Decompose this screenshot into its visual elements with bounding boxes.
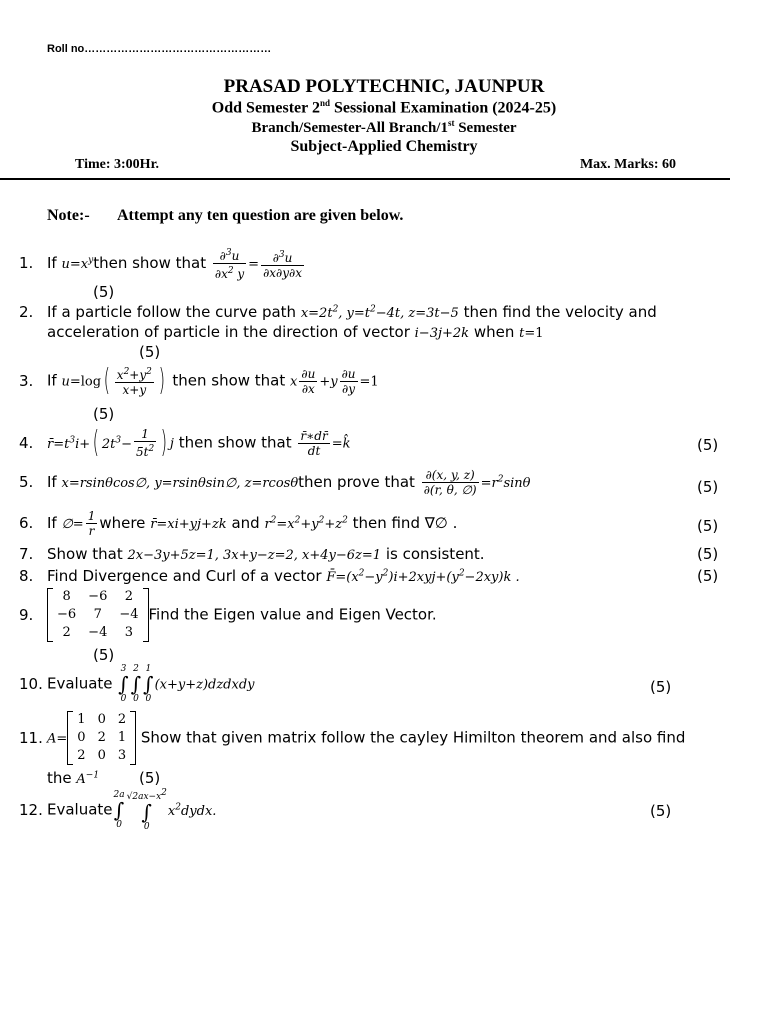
question-6: 6. If ∅= $\frac{1}{r}$ where r̄=xi+yj+zk and $r^2=x^2+y^2+z^2$ then find ∇∅ .	[19, 509, 458, 538]
max-marks: Max. Marks: 60	[579, 157, 676, 172]
branch-line: Branch/Semester-All Branch/1st Semester	[251, 118, 517, 136]
matrix-q9: 8 −6 2 −6 7 −4 2 −4 3	[47, 588, 149, 642]
marks-q8: (5)	[697, 567, 719, 585]
marks-q6: (5)	[697, 517, 719, 535]
question-12: 12. Evaluate2a ∫ $0√2ax-x^2$ ∫ $0x^2dydx$.	[19, 788, 217, 832]
marks-q11: (5)	[139, 769, 161, 787]
marks-q10: (5)	[650, 678, 672, 696]
matrix-q11: 1 0 2 0 2 1 2 0 3	[67, 711, 136, 765]
marks-q3: (5)	[93, 405, 115, 423]
question-9: 9. 8 −6 2 −6 7 −4 2 −4 3 Find the Eigen value and Eigen Vector.	[19, 589, 437, 640]
question-5: 5. If x=rsinθcos∅, y=rsinθsin∅, z=rcosθthen prove that $\frac{\partial(x, y, z)}{\partial(r, \theta, \emptyset)}$ $=r^2\sin\theta$	[19, 468, 531, 497]
institute-name: PRASAD POLYTECHNIC, JAUNPUR	[223, 76, 545, 97]
question-1: 1. If $u=x^ythen$ show that $\frac{\partial^3u}{\partial x^2 y}$ = $\frac{\partial^3u}{\partial x\partial y\partial x}$	[19, 248, 303, 281]
question-2-line2: acceleration of particle in the direction of vector i−3j+2k when t=1	[47, 323, 544, 341]
question-11: 11. A= 1 0 2 0 2 1 2 0 3 Show that given matrix follow the cayley Himilton theorem and also find	[19, 712, 686, 763]
question-10: 10. Evaluate 3 ∫ 02 ∫ 01 ∫ 0(x+y+z)dzdxdy	[19, 664, 255, 704]
marks-q7: (5)	[697, 545, 719, 563]
instructions-note	[47, 207, 403, 225]
time-allowed: Time: 3:00Hr.	[75, 157, 159, 172]
question-4: 4. $r̄=t^3i+$( $2t^3-$ $\frac{1}{5t^2}$ ) j then show that $\frac{r̄∗dr̄}{dt}$ =k̂	[19, 425, 351, 460]
subject-line: Subject-Applied Chemistry	[290, 138, 478, 155]
marks-q1: (5)	[93, 283, 115, 301]
note-label: Note:-	[47, 207, 90, 224]
header-divider	[0, 178, 730, 180]
marks-q5: (5)	[697, 478, 719, 496]
question-7: 7. Show that 2x−3y+5z=1, 3x+y−z=2, x+4y−6z=1 is consistent.	[19, 545, 485, 563]
question-3: 3. If u=log( $\frac{x^2+y^2}{x+y}$ ) then show that x $\frac{\partial u}{\partial x}$ +y $\frac{\partial u}{\partial y}$ =1	[19, 363, 379, 398]
marks-q12: (5)	[650, 802, 672, 820]
marks-q9: (5)	[93, 646, 115, 664]
marks-q2: (5)	[139, 343, 161, 361]
question-8: 8. Find Divergence and Curl of a vector $F̄=(x^2-y^2)i+2xyj+(y^2-2xy)k$ .	[19, 567, 520, 585]
exam-title: Odd Semester 2nd Sessional Examination (2024-25)	[211, 98, 557, 117]
note-text: Attempt any ten question are given below.	[117, 207, 404, 224]
question-11-line2: the $A^{-1}$	[47, 769, 100, 787]
question-2: 2. If a particle follow the curve path $x=2t^2$, $y=t^2-4t$, z=3t−5 then find the velocity and	[19, 303, 657, 321]
marks-q4: (5)	[697, 436, 719, 454]
roll-number: Roll no……………………………………………	[47, 43, 272, 55]
